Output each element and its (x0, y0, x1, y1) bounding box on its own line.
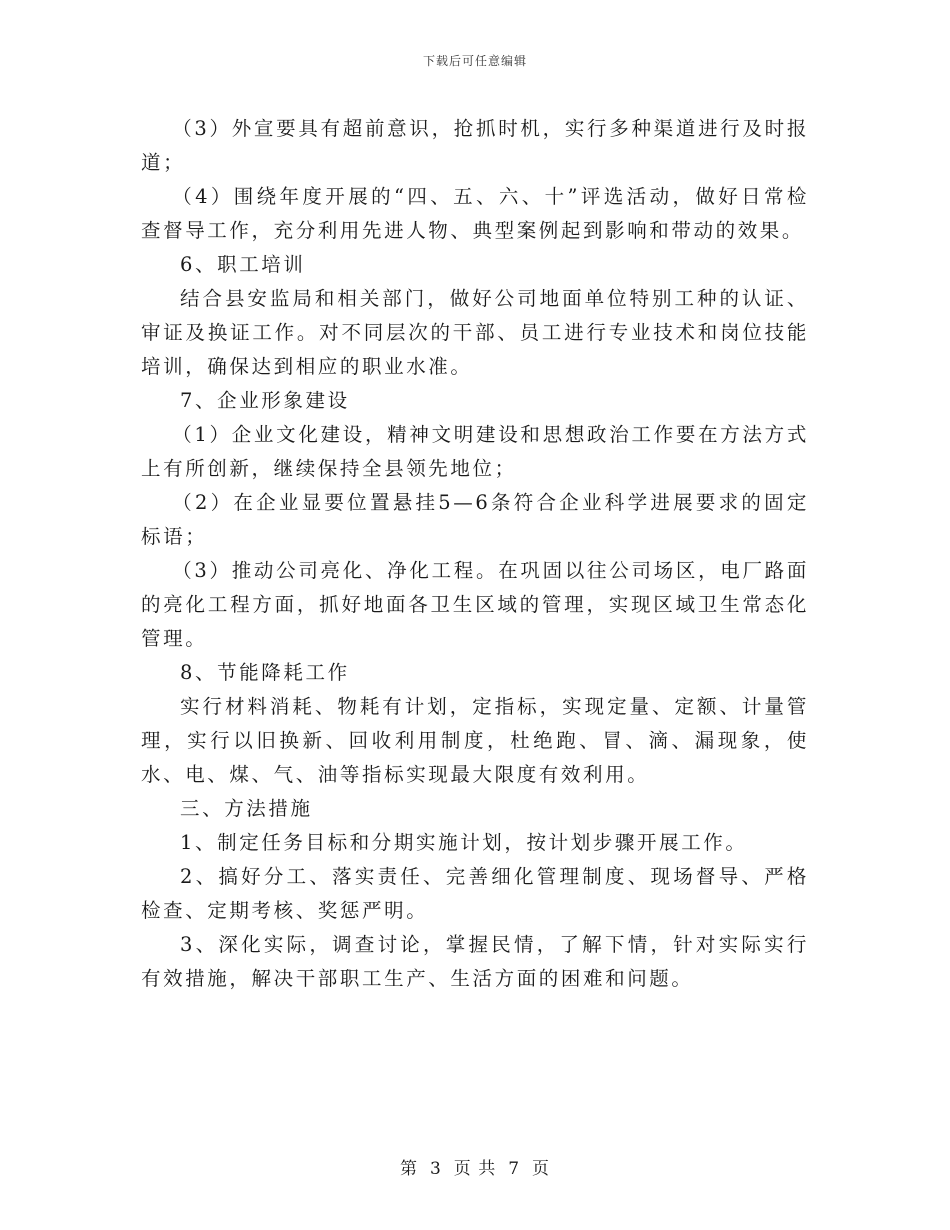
page-footer (0, 1154, 950, 1179)
section-heading-corporate-image: 7、企业形象建设 (180, 389, 350, 412)
footer-prefix: 第 (399, 1159, 418, 1179)
footer-current-page: 3 (429, 1159, 442, 1179)
footer-suffix: 页 (532, 1159, 551, 1179)
paragraph-corporate-image-1: （1）企业文化建设，精神文明建设和思想政治工作要在方法方式上有所创新，继续保持全县领先地位； (141, 423, 809, 480)
footer-middle: 页 共 (453, 1159, 497, 1179)
paragraph-method-1: 1、制定任务目标和分期实施计划，按计划步骤开展工作。 (180, 831, 748, 854)
paragraph-publicity-4: （4）围绕年度开展的“四、五、六、十”评选活动，做好日常检查督导工作，充分利用先进人物、典型案例起到影响和带动的效果。 (141, 185, 809, 242)
paragraph-corporate-image-2: （2）在企业显要位置悬挂5—6条符合企业科学进展要求的固定标语； (141, 491, 809, 548)
paragraph-method-3: 3、深化实际，调查讨论，掌握民情，了解下情，针对实际实行有效措施，解决干部职工生产、生活方面的困难和问题。 (141, 933, 809, 990)
page-header-note: 下载后可任意编辑 (422, 54, 527, 68)
paragraph-publicity-3: （3）外宣要具有超前意识，抢抓时机，实行多种渠道进行及时报道； (141, 117, 809, 174)
paragraph-corporate-image-3: （3）推动公司亮化、净化工程。在巩固以往公司场区，电厂路面的亮化工程方面，抓好地面各卫生区域的管理，实现区域卫生常态化管理。 (141, 559, 809, 650)
section-heading-methods: 三、方法措施 (180, 797, 313, 820)
paragraph-staff-training: 结合县安监局和相关部门，做好公司地面单位特别工种的认证、审证及换证工作。对不同层次的干部、员工进行专业技术和岗位技能培训，确保达到相应的职业水准。 (141, 287, 809, 378)
section-heading-energy-saving: 8、节能降耗工作 (180, 661, 350, 684)
paragraph-energy-saving: 实行材料消耗、物耗有计划，定指标，实现定量、定额、计量管理，实行以旧换新、回收利用制度，杜绝跑、冒、滴、漏现象，使水、电、煤、气、油等指标实现最大限度有效利用。 (141, 695, 809, 786)
document-body (141, 112, 809, 996)
paragraph-method-2: 2、搞好分工、落实责任、完善细化管理制度、现场督导、严格检查、定期考核、奖惩严明。 (141, 865, 809, 922)
section-heading-staff-training: 6、职工培训 (180, 253, 306, 276)
footer-total-pages: 7 (508, 1159, 521, 1179)
